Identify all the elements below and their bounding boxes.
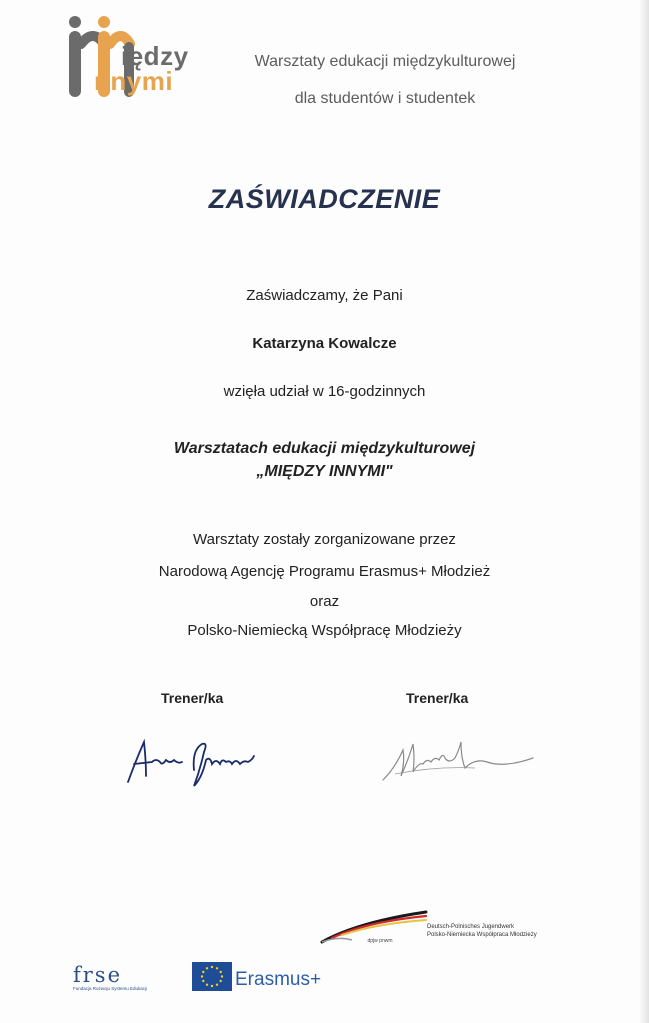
dpjw-caption: dpjw pnwm <box>367 938 393 944</box>
eu-flag-icon <box>192 962 232 991</box>
organizer-line4: Polsko-Niemiecką Współpracę Młodzieży <box>187 622 462 639</box>
dpjw-text <box>427 923 537 939</box>
trainer-label-left: Trener/ka <box>161 690 224 706</box>
frse-letters: frse <box>73 963 123 987</box>
dpjw-logo <box>318 908 433 953</box>
miedzy-innymi-logo <box>66 14 216 100</box>
dpjw-text-line2: Polsko-Niemiecka Współpraca Młodzieży <box>427 932 537 938</box>
organizer-line2: Narodową Agencję Programu Erasmus+ Młodzież <box>158 563 491 580</box>
participant-name: Katarzyna Kowalcze <box>252 335 397 352</box>
trainer-label-right: Trener/ka <box>406 690 469 706</box>
workshop-title-line1: Warsztatach edukacji międzykulturowej <box>173 440 476 457</box>
eu-stars-icon <box>192 962 232 991</box>
logo-text-miedzy: iędzy <box>121 41 189 71</box>
erasmus-plus-label: Erasmus+ <box>235 969 322 990</box>
certify-line: Zaświadczamy, że Pani <box>246 287 403 304</box>
logo-text-innymi: nnymi <box>94 66 174 96</box>
header-subtitle-line1: Warsztaty edukacji międzykulturowej <box>254 53 516 70</box>
frse-caption: Fundacja Rozwoju Systemu Edukacji <box>73 986 148 991</box>
signature-left <box>122 730 262 790</box>
participation-line: wzięła udział w 16-godzinnych <box>223 383 426 400</box>
signature-right <box>375 728 540 788</box>
organizer-line3: oraz <box>309 593 340 610</box>
workshop-title-line2: „MIĘDZY INNYMI" <box>256 463 393 480</box>
document-title: ZAŚWIADCZENIE <box>208 184 441 214</box>
frse-logo <box>73 963 157 997</box>
dpjw-text-line1: Deutsch-Polnisches Jugendwerk <box>427 924 515 930</box>
header-subtitle-line2: dla studentów i studentek <box>294 90 476 107</box>
page-edge-shadow <box>639 0 649 1023</box>
organizer-line1: Warsztaty zostały zorganizowane przez <box>193 531 456 548</box>
